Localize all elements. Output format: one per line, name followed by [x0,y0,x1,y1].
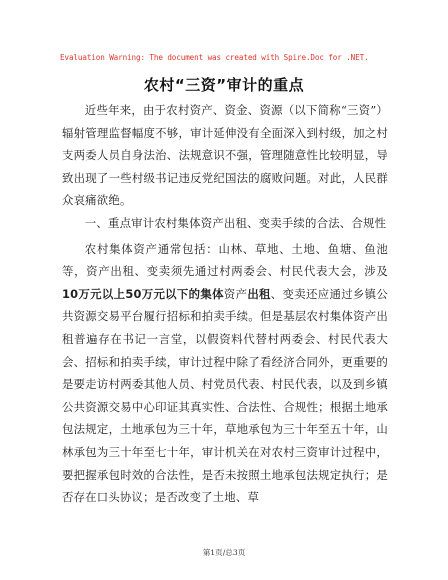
evaluation-watermark: Evaluation Warning: The document was created with Spire.Doc for .NET. [60,53,369,62]
section-heading-1: 一、重点审计农村集体资产出租、变卖手续的合法、合规性 [84,215,387,230]
paragraph-assets-text-1: 农村集体资产通常包括：山林、草地、土地、鱼塘、鱼池等，资产出租、变卖须先通过村两委会、村民代表大会，涉及 [62,241,388,279]
document-body [62,99,388,509]
paragraph-assets-text-2: 资产 [223,286,248,301]
paragraph-assets-bold-2: 出租 [247,286,271,301]
paragraph-assets-text-3: 、变卖还应通过乡镇公共资源交易平台履行招标和拍卖手续。但是基层农村集体资产出租普遍存在书记一言堂，以假资料代替村两委会、村民代表大会、招标和拍卖手续，审计过程中除了看经济合同外，更重要的是要走访村两委其他人员、村党员代表、村民代表，以及到乡镇公共资源交易中心印证其真实性、合法性、合规性；根据土地承包法规定，土地承包为三十年，草地承包为三十年至五十年，山林承包为三十年至七十年，审计机关在对农村三资审计过程中，要把握承包时效的合法性，是否未按照土地承包法规定执行；是否存在口头协议；是否改变了土地、草 [62,286,388,505]
paragraph-assets [62,238,388,509]
paragraph-intro: 近些年来，由于农村资产、资金、资源（以下简称“三资”）辐射管理监督幅度不够，审计延伸没有全面深入到村级，加之村支两委人员自身法治、法规意识不强，管理随意性比较明显，导致出现了一些村级书记违反党纪国法的腐败问题。对此，人民群众哀痛欲绝。 [62,103,388,208]
paragraph-assets-bold-1: 10万元以上50万元以下的集体 [62,286,224,301]
document-title: 农村“三资”审计的重点 [143,76,305,94]
page-footer: 第1页/总3页 [202,548,246,557]
